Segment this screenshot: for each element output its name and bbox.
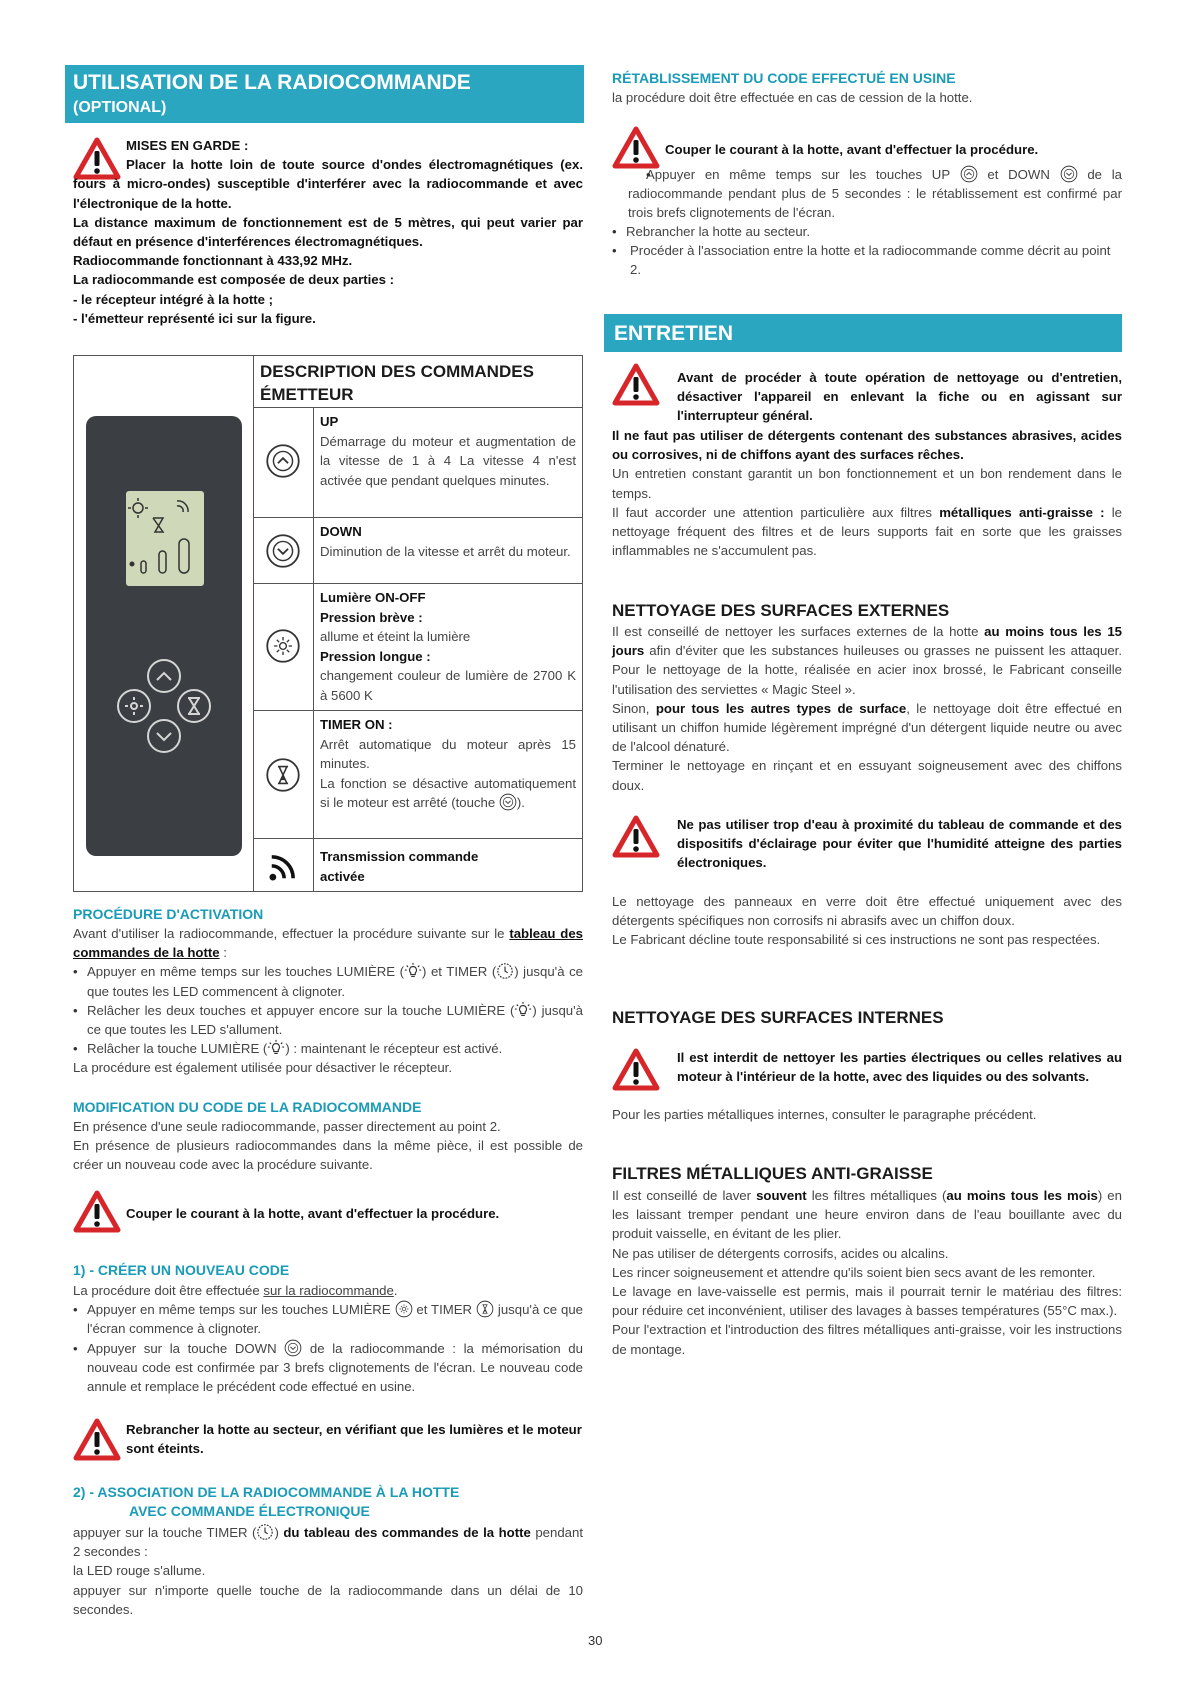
remote-control-illustration	[74, 356, 254, 891]
filters-p1-bold: souvent	[756, 1188, 807, 1203]
table-title: DESCRIPTION DES COMMANDES ÉMETTEUR	[260, 362, 534, 404]
row-timer-text2: La fonction se désactive automatiquement si le moteur est arrêté (touche	[320, 775, 576, 810]
modif-p1: En présence d'une seule radiocommande, passer directement au point 2.	[73, 1119, 501, 1134]
radio-banner-subtitle: (OPTIONAL)	[73, 99, 167, 116]
warning-icon	[612, 815, 660, 859]
entretien-bold: Il ne faut pas utiliser de détergents contenant des substances abrasives, acides ou corrosives, ni de chiffons ayant des surfaces rêches.	[612, 428, 1122, 463]
activation-intro-end: :	[219, 945, 227, 961]
down-icon	[265, 533, 301, 569]
row-down	[254, 517, 582, 583]
entretien-p1: Un entretien constant garantit un bon fonctionnement et un bon rendement dans le temps.	[612, 466, 1122, 501]
entretien-p2: Il faut accorder une attention particulière aux filtres	[612, 504, 940, 520]
ext-p1-bold: au moins tous les 15 jours	[612, 624, 1122, 659]
ext-warning: Ne pas utiliser trop d'eau à proximité du tableau de commande et des dispositifs d'éclairage pour éviter que l'humidité atteigne des parties électroniques.	[677, 817, 1122, 871]
int-p1: Pour les parties métalliques internes, consulter le paragraphe précédent.	[612, 1107, 1037, 1122]
row-timer-text: Arrêt automatique du moteur après 15 minutes.	[320, 736, 576, 771]
warnings-p5: - le récepteur intégré à la hotte ;	[73, 291, 274, 307]
activation-bullet-2: • Relâcher les deux touches et appuyer encore sur la touche LUMIÈRE ( ) jusqu'à ce que toutes les LED s'allument.	[73, 1001, 583, 1039]
warning-icon	[73, 1418, 121, 1462]
step1-intro-underline: sur la radiocommande	[263, 1283, 394, 1298]
modif-heading: MODIFICATION DU CODE DE LA RADIOCOMMANDE	[73, 1099, 422, 1115]
reset-bullet-1: • Appuyer en même temps sur les touches UP et DOWN de la radiocommande pendant plus de 5 secondes : le rétablissement est confirmé par trois brefs clignotements de l'écran.	[628, 165, 1122, 223]
row-light	[254, 583, 582, 710]
activation-block	[73, 924, 583, 1078]
bulb-icon	[514, 1001, 532, 1019]
radio-banner	[65, 65, 584, 123]
ext-heading: NETTOYAGE DES SURFACES EXTERNES	[612, 601, 950, 620]
page-number: 30	[588, 1633, 603, 1648]
row-timer-text2-end: ).	[516, 795, 525, 810]
remote-figure	[74, 356, 254, 891]
step1-warning: Rebrancher la hotte au secteur, en vérifiant que les lumières et le moteur sont éteints.	[126, 1422, 582, 1457]
row-light-short-label: Pression brève :	[320, 609, 423, 625]
warning-icon	[612, 126, 660, 170]
row-up-title: UP	[320, 414, 339, 429]
modif-p2: En présence de plusieurs radiocommandes dans la même pièce, il est possible de créer un nouveau code avec la procédure suivante.	[73, 1138, 583, 1173]
step2-block: appuyer sur la touche TIMER ( ) du tableau des commandes de la hotte pendant 2 secondes : la LED rouge s'allume. appuyer sur n'importe quelle touche de la radiocommande dans un délai de 10 secondes.	[73, 1523, 583, 1619]
warning-icon	[73, 1190, 121, 1234]
step1-bullet-1: • Appuyer en même temps sur les touches LUMIÈRE et TIMER jusqu'à ce que l'écran commence à clignoter.	[73, 1300, 583, 1338]
row-timer-title: TIMER ON :	[320, 717, 393, 732]
warnings-block	[73, 136, 583, 328]
ext-block-2	[612, 892, 1122, 950]
bulb-icon	[267, 1039, 285, 1057]
row-timer	[254, 710, 582, 838]
warning-icon	[612, 1048, 660, 1092]
down-mini-icon	[1060, 165, 1078, 183]
activation-bullet-3: • Relâcher la touche LUMIÈRE ( ) : maintenant le récepteur est activé.	[73, 1039, 583, 1058]
entretien-warning: Avant de procéder à toute opération de nettoyage ou d'entretien, désactiver l'appareil en enlevant la fiche ou en agissant sur l'interrupteur général.	[677, 370, 1122, 424]
step1-block	[73, 1281, 583, 1396]
reset-bullet-2: • Rebrancher la hotte au secteur.	[612, 222, 1122, 241]
light-icon	[265, 628, 301, 664]
row-down-text: Diminution de la vitesse et arrêt du moteur.	[320, 543, 571, 559]
ext-block: Il est conseillé de nettoyer les surfaces externes de la hotte au moins tous les 15 jours afin d'éviter que les substances huileuses ou grasses ne puissent les attaquer. Pour le nettoyage de la hotte, réalisée en acier inox brossé, le Fabricant conseille l'utilisation des serviettes « Magic Steel ». Sinon, pour tous les autres types de surface, le nettoyage doit être effectué en utilisant un chiffon humide légèrement imprégné d'un détergent liquide neutre ou avec de l'alcool dénaturé. Terminer le nettoyage en rinçant et en essuyant soigneusement avec des chiffons doux.	[612, 622, 1122, 795]
warnings-title: MISES EN GARDE :	[126, 138, 249, 153]
warning-icon	[612, 363, 660, 407]
row-up	[254, 407, 582, 517]
step2-p1: appuyer sur la touche TIMER (	[73, 1525, 257, 1540]
int-heading: NETTOYAGE DES SURFACES INTERNES	[612, 1008, 944, 1027]
reset-block	[628, 165, 1122, 223]
filters-block: Il est conseillé de laver souvent les filtres métalliques (au moins tous les mois) en les laissant tremper pendant une heure environ dans de l'eau bouillante avec du produit vaisselle, en évitant de les plier. Ne pas utiliser de détergents corrosifs, acides ou alcalins. Les rincer soigneusement et attendre qu'ils soient bien secs avant de les remonter. Le lavage en lave-vaisselle est permis, mais il pourrait ternir le matériau des filtres: pour réduire cet inconvénient, utiliser des lavages à basses températures (55°C max.). Pour l'extraction et l'introduction des filtres métalliques anti-graisse, voir les instructions de montage.	[612, 1186, 1122, 1359]
step2-p2: la LED rouge s'allume.	[73, 1563, 206, 1579]
reset-intro: la procédure doit être effectuée en cas de cession de la hotte.	[612, 90, 973, 105]
row-light-title: Lumière ON-OFF	[320, 590, 426, 605]
step2-heading	[73, 1483, 459, 1521]
filters-heading: FILTRES MÉTALLIQUES ANTI-GRAISSE	[612, 1164, 933, 1183]
ext-p5: Le Fabricant décline toute responsabilité si ces instructions ne sont pas respectées.	[612, 932, 1101, 948]
step1-heading: 1) - CRÉER UN NOUVEAU CODE	[73, 1262, 290, 1278]
down-mini-icon	[284, 1339, 302, 1357]
ext-p4: Le nettoyage des panneaux en verre doit être effectué uniquement avec des détergents spécifiques non corrosifs ni abrasifs avec un chiffon doux.	[612, 894, 1122, 929]
ext-p2-bold: pour tous les autres types de surface	[655, 700, 907, 716]
entretien-block: Il ne faut pas utiliser de détergents contenant des substances abrasives, acides ou corrosives, ni de chiffons ayant des surfaces rêches. Un entretien constant garantit un bon fonctionnement et un bon rendement dans le temps. Il faut accorder une attention particulière aux filtres métalliques anti-graisse : le nettoyage fréquent des filtres et de leurs supports fait en sorte que les graisses inflammables ne s'accumulent pas.	[612, 428, 1122, 559]
reset-block-2	[612, 222, 1122, 280]
light-mini-icon	[395, 1300, 413, 1318]
entretien-banner	[604, 314, 1122, 352]
ext-p3: Terminer le nettoyage en rinçant et en essuyant soigneusement avec des chiffons doux.	[612, 758, 1122, 793]
step1-intro: La procédure doit être effectuée	[73, 1283, 264, 1298]
reset-bullet-3: • Procéder à l'association entre la hotte et la radiocommande comme décrit au point 2.	[612, 241, 1122, 279]
activation-intro-bold: tableau des commandes de la hotte	[73, 926, 584, 961]
up-mini-icon	[960, 165, 978, 183]
ext-p2: Sinon,	[612, 700, 656, 716]
clock-icon	[256, 1523, 274, 1541]
filters-p3: Les rincer soigneusement et attendre qu'ils soient bien secs avant de les remonter.	[612, 1264, 1096, 1280]
controls-table	[73, 355, 583, 892]
warnings-p1: Placer la hotte loin de toute source d'ondes électromagnétiques (ex. fours à micro-ondes) susceptible d'interférer avec la radiocommande et avec l'électronique de la hotte.	[73, 157, 583, 211]
warnings-p4: La radiocommande est composée de deux parties :	[73, 272, 394, 288]
row-up-text: Démarrage du moteur et augmentation de la vitesse de 1 à 4 La vitesse 4 n'est activée que pendant quelques minutes.	[320, 433, 576, 488]
reset-heading: RÉTABLISSEMENT DU CODE EFFECTUÉ EN USINE	[612, 70, 956, 86]
activation-bullet-1: • Appuyer en même temps sur les touches LUMIÈRE ( ) et TIMER ( ) jusqu'à ce que toutes les LED commencent à clignoter.	[73, 962, 583, 1000]
activation-outro: La procédure est également utilisée pour désactiver le récepteur.	[73, 1060, 452, 1076]
filters-p4: Le lavage en lave-vaisselle est permis, mais il pourrait ternir le matériau des filtres: pour réduire cet inconvénient, utiliser des lavages à basses températures (55°C max.).	[612, 1284, 1122, 1319]
filters-p1: Il est conseillé de laver	[612, 1188, 757, 1203]
reset-warning: Couper le courant à la hotte, avant d'effectuer la procédure.	[665, 142, 1039, 157]
step2-p1-bold: du tableau des commandes de la hotte	[283, 1525, 531, 1540]
row-transmission-title: Transmission commande activée	[320, 849, 479, 884]
filters-p5: Pour l'extraction et l'introduction des filtres métalliques anti-graisse, voir les instructions de montage.	[612, 1322, 1122, 1357]
row-transmission	[254, 838, 582, 891]
ext-p1: Il est conseillé de nettoyer les surfaces externes de la hotte	[612, 624, 985, 639]
filters-p1-bold-2: au moins tous les mois	[946, 1188, 1098, 1203]
step2-heading-2: AVEC COMMANDE ÉLECTRONIQUE	[129, 1503, 370, 1519]
step1-intro-end: .	[393, 1283, 398, 1298]
clock-icon	[496, 962, 514, 980]
timer-icon	[265, 757, 301, 793]
warnings-p6: - l'émetteur représenté ici sur la figure.	[73, 310, 316, 326]
step1-bullet-2: • Appuyer sur la touche DOWN de la radiocommande : la mémorisation du nouveau code est confirmée par 3 brefs clignotements de l'écran. Le nouveau code annule et remplace le précédent code effectué en usine.	[73, 1339, 583, 1397]
entretien-banner-title: ENTRETIEN	[614, 322, 734, 345]
row-light-long-label: Pression longue :	[320, 648, 431, 664]
radio-banner-title: UTILISATION DE LA RADIOCOMMANDE	[73, 71, 471, 94]
timer-mini-icon	[476, 1300, 494, 1318]
entretien-p2-bold: métalliques anti-graisse :	[939, 504, 1105, 520]
row-light-short-text: allume et éteint la lumière	[320, 629, 471, 644]
modif-warning: Couper le courant à la hotte, avant d'effectuer la procédure.	[126, 1206, 500, 1221]
down-mini-icon	[499, 793, 517, 811]
activation-heading: PROCÉDURE D'ACTIVATION	[73, 906, 264, 922]
bulb-icon	[404, 962, 422, 980]
wireless-icon	[265, 849, 301, 885]
activation-intro: Avant d'utiliser la radiocommande, effectuer la procédure suivante sur le	[73, 926, 510, 941]
modif-block	[73, 1117, 583, 1175]
warnings-p2: La distance maximum de fonctionnement est de 5 mètres, qui peut varier par défaut en présence d'interférences électromagnétiques.	[73, 214, 583, 250]
up-icon	[265, 443, 301, 479]
filters-p2: Ne pas utiliser de détergents corrosifs, acides ou alcalins.	[612, 1245, 949, 1261]
row-light-long-text: changement couleur de lumière de 2700 K à 5600 K	[320, 668, 576, 703]
step2-p3: appuyer sur n'importe quelle touche de la radiocommande dans un délai de 10 secondes.	[73, 1582, 583, 1617]
row-down-title: DOWN	[320, 524, 362, 539]
int-warning: Il est interdit de nettoyer les parties électriques ou celles relatives au moteur à l'intérieur de la hotte, avec des liquides ou des solvants.	[677, 1050, 1122, 1085]
step2-heading-1: 2) - ASSOCIATION DE LA RADIOCOMMANDE À LA HOTTE	[73, 1484, 460, 1500]
warnings-p3: Radiocommande fonctionnant à 433,92 MHz.	[73, 253, 353, 269]
